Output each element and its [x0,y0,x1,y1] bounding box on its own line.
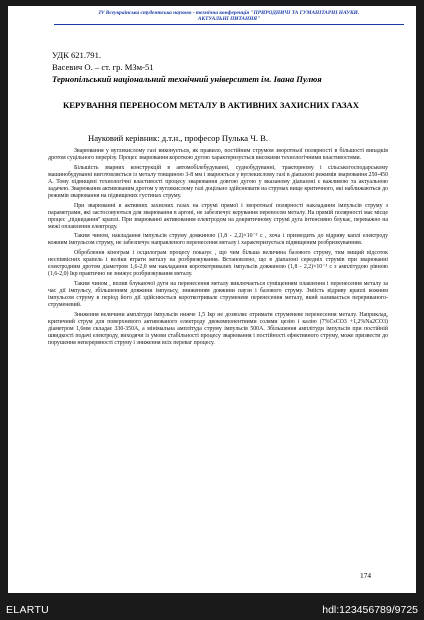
paper-body [48,148,388,349]
paragraph: Таким чином, накладання імпульсів струму довжиною (1,8 - 2,2)×10⁻³ с , хоча і призводить до відриву каплі електроду кожним імпульсом струму, не забезпечує направленого перенесення металу і характеризується підвищеним розбризкуванням. [48,233,388,247]
paragraph: Більшість зварних конструкцій в автомобілебудуванні, суднобудуванні, тракторному і сільськогосподарському машинобудуванні виготовляється із металу товщиною 3-8 мм і зварюється у вуглекислому газі в діапазоні режимів зварювання 250-450 А. Тому підвищені технологічні властивості процесу зварювання довгою дугою у вказаному діапазоні є важливою та актуальною задачею. Зварювання активованим дротом у вуглекислому газі доцільно здійснювати на струмах вище критичного, які наближаються до режимів зварювання на підвищених густинах струму. [48,164,388,199]
paper-title: КЕРУВАННЯ ПЕРЕНОСОМ МЕТАЛУ В АКТИВНИХ ЗАХИСНИХ ГАЗАХ [63,100,359,110]
conference-header [54,10,404,25]
udc-code: УДК 621.791. [52,50,102,60]
paragraph: Оброблення кінограм і осцилограм процесу показує , що чим більша величина базового струму, тим вищий відсоток неспіввісних крапель і веліки втрати металу на розбризкування. Встановлено, що в діапазоні середніх струмів при зварюванні електродним дротом діаметром 1,6-2,0 мм накладання короткотривалих імпульсів довжиною (1,8 - 2,2)×10⁻³ с з амплітудою рівною (1,6-2,0) Ікр практично не знижує розбризкування металу. [48,249,388,278]
paragraph: При зварюванні в активних захисних газах на струмі прямої і зворотньої полярності накладання імпульсів струму з параметрами, які застосовуються для зварювання в аргоні, не забезпечує керування переносом металу. На прямій полярності має місце процес „підкидання" краплі. При зварюванні активованим електродом на докритичному струмі дуга інтенсивно блукає, переважно на межі оплавлення електроду. [48,202,388,230]
paragraph: Таким чином , вплив блукаючої дуги на перенесення металу виключається суміщенням плавлення і перенесення металу за час дії імпульсу, збільшенням довжини імпульсу, зниженням довжини паузи і базового струму. Зміість відриву краплі кожним імпульсом струму в період його дії здійснюється короткотривале струменеве перенесення металу, який називається перериваного-струменевий. [48,280,388,308]
handle-identifier: hdl:123456789/9725 [322,604,418,616]
paragraph: Зварювання у вуглекислому газі виконується, як правило, постійним струмом зворотньої полярності в більшості випадків дротом суцільного перерізу. Процес зварювання короткою дугою характеризується високими технологічними властивостями. [48,148,388,162]
document-page [8,6,416,593]
repository-label: ELARTU [6,604,50,616]
conference-header-line2: АКТУАЛЬНІ ПИТАННЯ" [197,16,261,23]
paragraph: Зниження величини амплітуди імпульсів нижче 1,5 Ікр не дозволяє отримати струменеве перенесення металу. Наприклад, критичний струм для поверхневого активованого електроду двокомпонентними солями цезію і калію (7%CsCO3 +1,2%Na2CO3) діаметром 1,6мм складає 330-350А, а мінімальна амплітуда струму імпульсів 500А. Збільшення амплітуди імпульсів при постійній швидкості подачі електроду, виходячи із умови стабільності процесу зварювання і постійності ефективного струму, може призвести до порушення неперервності струму і зниження всіх переваг процесу. [48,311,388,346]
affiliation: Тернопільський національний технічний університет ім. Івана Пулюя [52,74,322,84]
page-number: 174 [360,571,372,580]
authors: Васевич О. – ст. гр. МЗм-51 [52,62,154,72]
supervisor: Науковий керівник: д.т.н., професор Пулька Ч. В. [88,133,269,143]
conference-header-line1: IV Всеукраїнська студентська науково - технічна конференція "ПРИРОДНИЧІ ТА ГУМАНІТАРНІ НАУКИ. [98,10,360,16]
